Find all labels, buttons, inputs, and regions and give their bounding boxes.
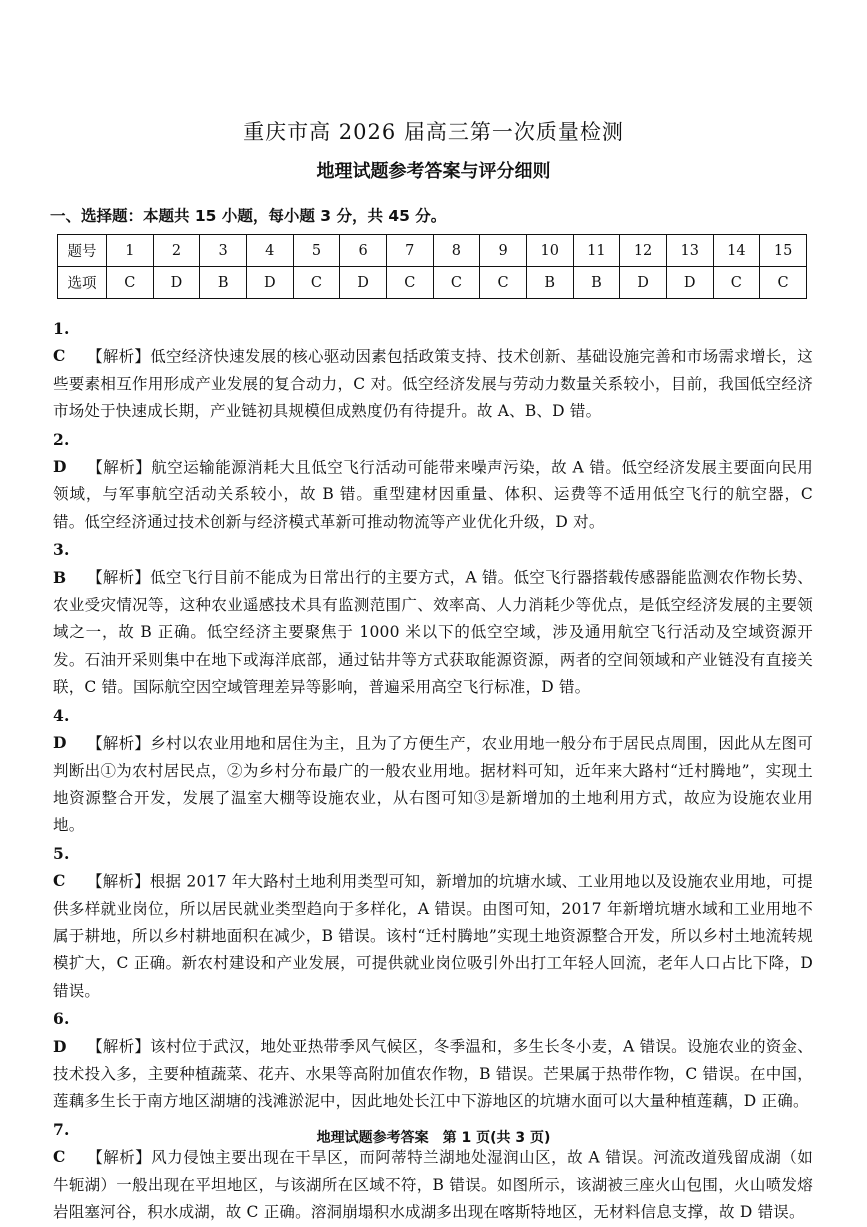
answer-cell: D xyxy=(153,267,200,299)
question-number-cell: 11 xyxy=(573,235,620,267)
question-number-cell: 4 xyxy=(246,235,293,267)
question-number: 6. D xyxy=(53,1009,70,1056)
answer-cell: B xyxy=(526,267,573,299)
question-number: 4. D xyxy=(53,705,70,753)
explanation-text: 【解析】低空飞行目前不能成为日常出行的主要方式，A 错。低空飞行器搭载传感器能监测农作物长势、农业受灾情况等，这种农业遥感技术具有监测范围广、效率高、人力消耗少等优点，是低空经济发展的主要领域之一，故 B 正确。低空经济主要聚焦于 1000 米以下的低空空域，涉及通用航空飞行活动及空域资源开发。石油开采则集中在地下或海洋底部，通过钻井等方式获取能源资源，两者的空间领域和产业链没有直接关联，C 错。国际航空因空域管理差异等影响，普遍采用高空飞行标准，D 错。 xyxy=(53,568,813,697)
explanation-text: 【解析】低空经济快速发展的核心驱动因素包括政策支持、技术创新、基础设施完善和市场需求增长，这些要素相互作用形成产业发展的复合动力，C 对。低空经济发展与劳动力数量关系较小，目前，我国低空经济市场处于快速成长期，产业链初具规模但成熟度仍有待提升。故 A、B、D 错。 xyxy=(53,347,813,421)
question-number-cell: 15 xyxy=(760,235,807,267)
table-row-label: 题号 xyxy=(58,235,107,267)
question-number: 7. C xyxy=(53,1119,70,1167)
explanation-text: 【解析】根据 2017 年大路村土地利用类型可知，新增加的坑塘水域、工业用地以及设施农业用地，可提供多样就业岗位，所以居民就业类型趋向于多样化，A 错误。由图可知，2017 年新增坑塘水域和工业用地不属于耕地，所以乡村耕地面积在减少，B 错误。该村“迁村腾地”实现土地资源整合开发，所以乡村土地流转规模扩大，C 正确。新农村建设和产业发展，可提供就业岗位吸引外出打工年轻人回流，老年人口占比下降，D 错误。 xyxy=(53,872,813,1000)
explanation-text: 【解析】乡村以农业用地和居住为主，且为了方便生产，农业用地一般分布于居民点周围，因此从左图可判断出①为农村居民点，②为乡村分布最广的一般农业用地。据材料可知，近年来大路村“迁村腾地”，实现土地资源整合开发，发展了温室大棚等设施农业，从右图可知③是新增加的土地利用方式，故应为设施农业用地。 xyxy=(53,734,813,835)
question-number: 1. C xyxy=(53,319,70,366)
question-number-cell: 12 xyxy=(620,235,667,267)
answer-cell: B xyxy=(573,267,620,299)
explanation-item xyxy=(53,1005,813,1116)
question-number-cell: 14 xyxy=(713,235,760,267)
question-number: 5. C xyxy=(53,843,70,891)
answer-cell: C xyxy=(760,267,807,299)
question-number-cell: 5 xyxy=(293,235,340,267)
section-heading: 一、选择题：本题共 15 小题，每小题 3 分，共 45 分。 xyxy=(50,207,447,225)
answer-cell: C xyxy=(107,267,154,299)
answer-cell: D xyxy=(666,267,713,299)
question-number-cell: 13 xyxy=(666,235,713,267)
question-number-cell: 10 xyxy=(526,235,573,267)
question-number-cell: 2 xyxy=(153,235,200,267)
question-number-cell: 1 xyxy=(107,235,154,267)
explanation-item xyxy=(53,702,813,840)
table-row-label: 选项 xyxy=(58,267,107,299)
question-number-cell: 6 xyxy=(340,235,387,267)
explanation-text: 【解析】该村位于武汉，地处亚热带季风气候区，冬季温和，多生长冬小麦，A 错误。设施农业的资金、技术投入多，主要种植蔬菜、花卉、水果等高附加值农作物，B 错误。芒果属于热带作物，C 错误。在中国，莲藕多生长于南方地区湖塘的浅滩淤泥中，因此地处长江中下游地区的坑塘水面可以大量种植莲藕，D 正确。 xyxy=(53,1037,813,1111)
question-number-cell: 9 xyxy=(480,235,527,267)
answer-cell: C xyxy=(713,267,760,299)
answer-cell: C xyxy=(293,267,340,299)
explanation-item xyxy=(53,315,813,426)
explanation-text: 【解析】航空运输能源消耗大且低空飞行活动可能带来噪声污染，故 A 错。低空经济发展主要面向民用领域，与军事航空活动关系较小，故 B 错。重型建材因重量、体积、运费等不适用低空飞行的航空器，C 错。低空经济通过技术创新与经济模式革新可推动物流等产业优化升级，D 对。 xyxy=(53,458,813,531)
page-subtitle: 地理试题参考答案与评分细则 xyxy=(316,161,551,182)
answer-table xyxy=(57,234,807,299)
explanation-item xyxy=(53,536,813,701)
answer-cell: C xyxy=(433,267,480,299)
explanation-item xyxy=(53,426,813,537)
explanation-item xyxy=(53,840,813,1005)
page-footer: 地理试题参考答案 第 1 页(共 3 页) xyxy=(316,1130,551,1146)
answer-cell: D xyxy=(340,267,387,299)
question-number-cell: 8 xyxy=(433,235,480,267)
answer-cell: C xyxy=(480,267,527,299)
answer-cell: C xyxy=(386,267,433,299)
question-number-cell: 3 xyxy=(200,235,247,267)
answer-table-number-row xyxy=(58,235,807,267)
question-number: 3. B xyxy=(53,540,70,587)
question-number: 2. D xyxy=(53,429,70,477)
answer-table-option-row xyxy=(58,267,807,299)
page-title: 重庆市高 2026 届高三第一次质量检测 xyxy=(243,120,624,144)
answer-cell: D xyxy=(246,267,293,299)
answer-cell: D xyxy=(620,267,667,299)
answer-cell: B xyxy=(200,267,247,299)
explanation-list xyxy=(53,315,813,1226)
question-number-cell: 7 xyxy=(386,235,433,267)
explanation-text: 【解析】风力侵蚀主要出现在干旱区，而阿蒂特兰湖地处湿润山区，故 A 错误。河流改道残留成湖（如牛轭湖）一般出现在平坦地区，与该湖所在区域不符，B 错误。如图所示，该湖被三座火山包围，火山喷发熔岩阻塞河谷，积水成湖，故 C 正确。溶洞崩塌积水成湖多出现在喀斯特地区，无材料信息支撑，故 D 错误。 xyxy=(53,1148,813,1221)
